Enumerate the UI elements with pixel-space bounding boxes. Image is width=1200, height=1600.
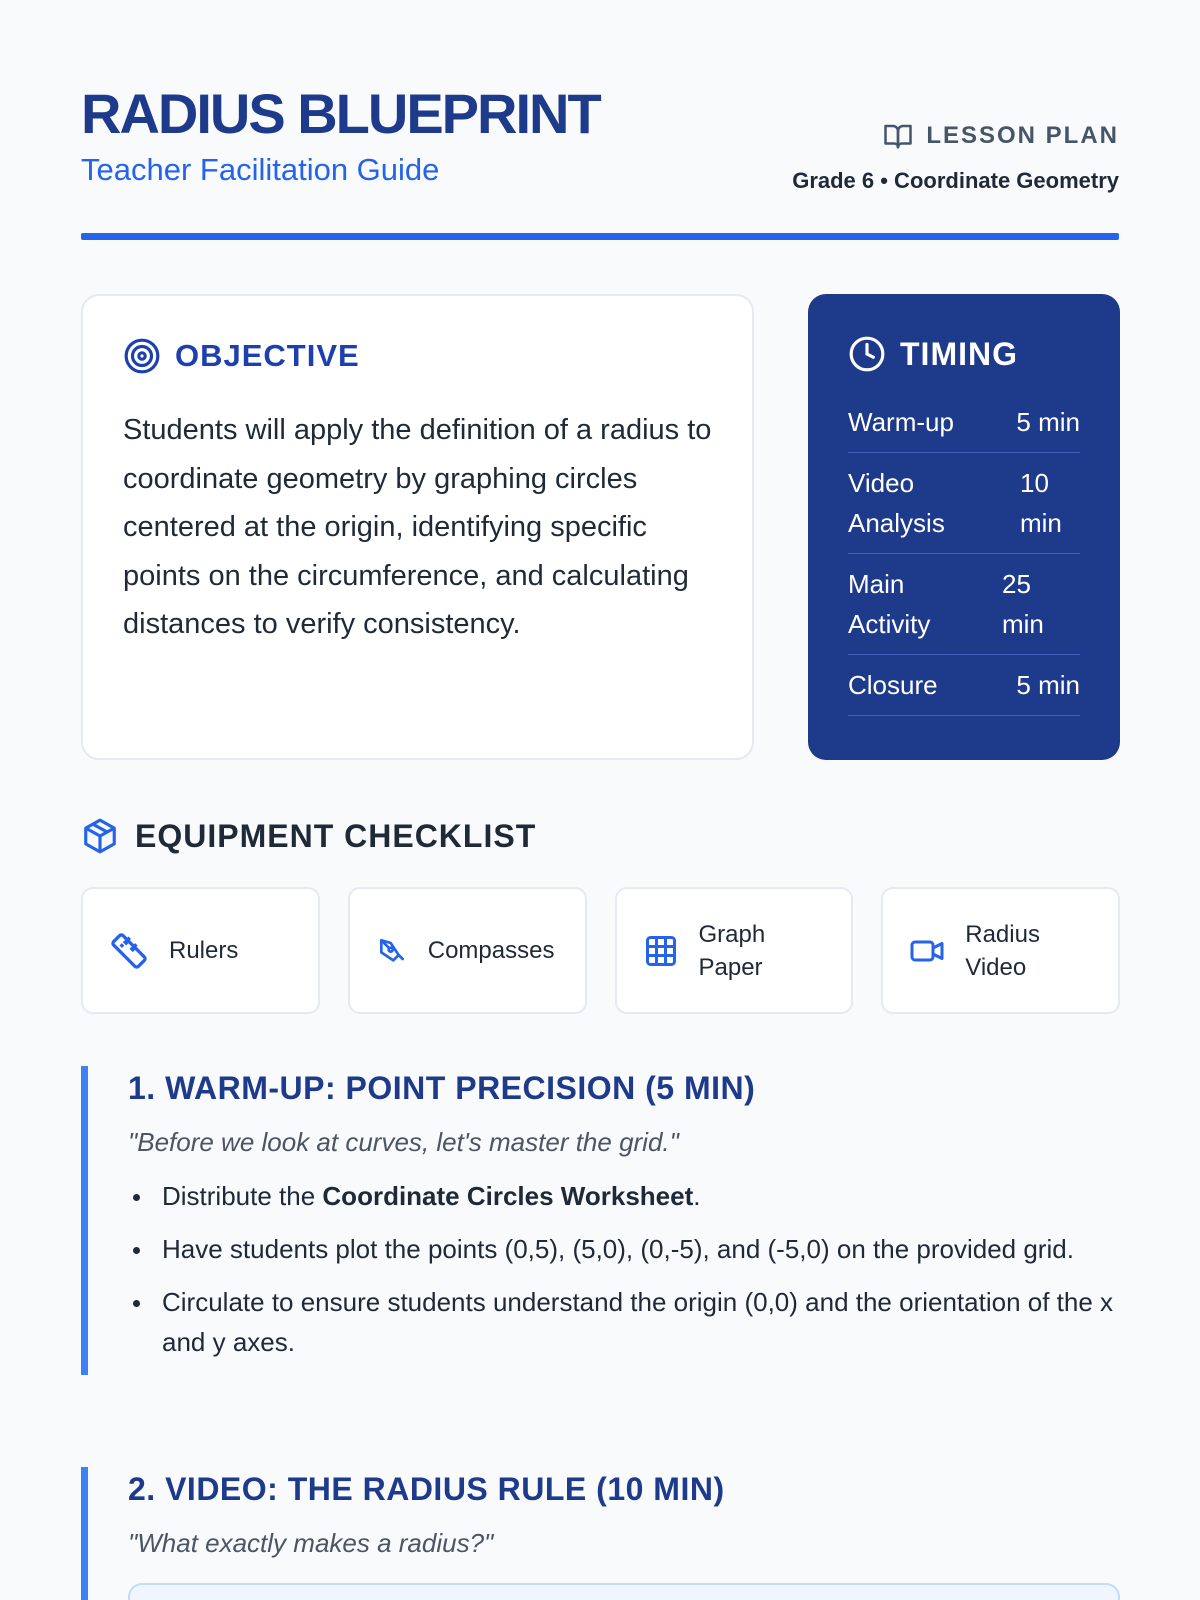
objective-text: Students will apply the definition of a radius to coordinate geometry by graphing circles centered at the origin, identifying specific points on the circumference, and calculating distances to verify consistency. — [123, 414, 712, 640]
timing-label: Closure — [848, 670, 938, 700]
timing-label: Warm-up — [848, 407, 954, 437]
list-item: Distribute the Coordinate Circles Worksheet. — [128, 1176, 1120, 1216]
timing-value: 5 min — [1016, 670, 1080, 700]
timing-value: 5 min — [1016, 407, 1080, 437]
target-icon — [123, 337, 161, 375]
equipment-label: Radius Video — [965, 920, 1040, 981]
video-camera-icon — [909, 933, 945, 969]
timing-label: Video Analysis — [848, 468, 945, 538]
lesson-plan-label: LESSON PLAN — [926, 122, 1119, 149]
open-book-icon — [882, 121, 914, 151]
timing-row-closure — [848, 655, 1080, 716]
video-section — [81, 1467, 1120, 1600]
timing-value: 10 min — [1020, 468, 1062, 538]
timing-row-warmup — [848, 392, 1080, 453]
page-subtitle: Teacher Facilitation Guide — [81, 152, 440, 187]
worksheet-name: Coordinate Circles Worksheet — [322, 1181, 694, 1211]
list-item: Circulate to ensure students understand the origin (0,0) and the orientation of the x and y axes. — [128, 1282, 1120, 1362]
equipment-heading-label: EQUIPMENT CHECKLIST — [135, 818, 537, 854]
objective-card — [81, 294, 754, 760]
equipment-item-compasses — [348, 887, 587, 1014]
equipment-label: Rulers — [169, 937, 239, 964]
header-divider — [81, 233, 1119, 240]
equipment-list — [81, 887, 1120, 1014]
equipment-label: Compasses — [427, 937, 555, 964]
section-title: 2. VIDEO: THE RADIUS RULE (10 MIN) — [128, 1471, 725, 1507]
header-meta — [792, 116, 1119, 198]
page-header — [81, 0, 1119, 242]
overview-row — [81, 294, 1120, 760]
timing-value: 25 min — [1002, 569, 1044, 639]
timing-heading-label: TIMING — [900, 336, 1018, 372]
equipment-label: Graph Paper — [698, 920, 766, 981]
package-icon — [81, 817, 119, 855]
clock-icon — [848, 335, 886, 373]
video-callout-box — [128, 1583, 1120, 1600]
list-item: Have students plot the points (0,5), (5,0), (0,-5), and (-5,0) on the provided grid. — [128, 1229, 1120, 1269]
page-title: RADIUS BLUEPRINT — [81, 82, 600, 145]
grid-icon — [643, 933, 679, 969]
equipment-item-rulers — [81, 887, 320, 1014]
timing-label: Main Activity — [848, 569, 931, 639]
objective-heading — [123, 334, 712, 378]
grade-topic: Grade 6 • Coordinate Geometry — [792, 168, 1119, 193]
timing-list — [848, 392, 1080, 716]
section-quote: "Before we look at curves, let's master the grid." — [128, 1127, 679, 1157]
timing-card — [808, 294, 1120, 760]
objective-heading-label: OBJECTIVE — [175, 338, 360, 373]
warmup-section — [81, 1066, 1120, 1375]
equipment-heading — [81, 814, 536, 858]
equipment-item-radius-video — [881, 887, 1120, 1014]
equipment-item-graph-paper — [615, 887, 854, 1014]
lesson-plan-badge — [792, 116, 1119, 156]
section-quote: "What exactly makes a radius?" — [128, 1528, 494, 1558]
timing-row-main — [848, 554, 1080, 655]
warmup-steps — [128, 1176, 1120, 1362]
timing-row-video — [848, 453, 1080, 554]
compass-pen-icon — [376, 935, 408, 967]
ruler-icon — [109, 931, 149, 971]
timing-heading — [848, 332, 1080, 376]
section-title: 1. WARM-UP: POINT PRECISION (5 MIN) — [128, 1070, 756, 1106]
